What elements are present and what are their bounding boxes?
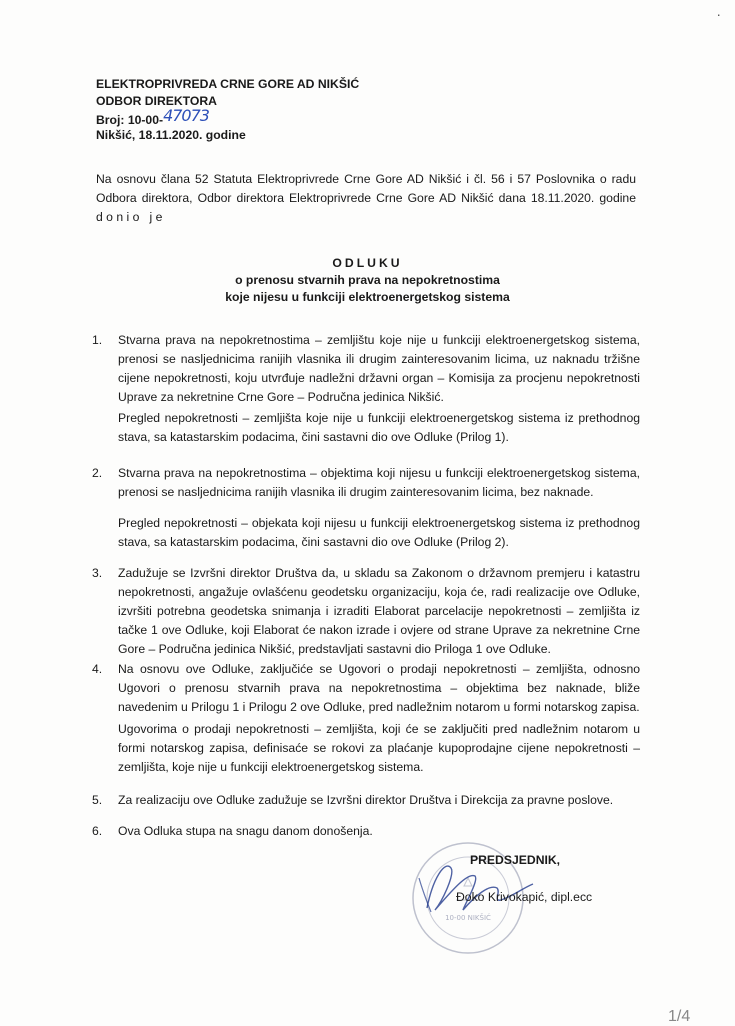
- handwritten-signature: [405, 838, 545, 928]
- item-3-paragraph-1: Zadužuje se Izvršni direktor Društva da, u skladu sa Zakonom o državnom premjeru i katastru nepokretnosti, angažuje ovlašćenu geodetsku organizaciju, koja će, radi realizacije ove Odluke, izvršiti potrebna geodetska snimanja i izraditi Elaborat parcelacije nepokretnosti – zemljišta iz tačke 1 ove Odluke, koji Elaborat će nakon izrade i ovjere od strane Uprave za nekretnine Crne Gore – Područna jedinica Nikšić, predstavljati sastavni dio Priloga 1 ove Odluke.: [118, 566, 640, 656]
- item-number: 6.: [92, 824, 103, 838]
- item-number: 4.: [92, 662, 103, 676]
- item-number: 1.: [92, 333, 103, 347]
- intro-closing: d o n i o j e: [96, 210, 163, 224]
- decision-subtitle-2: koje nijesu u funkciji elektroenergetskog sistema: [225, 290, 510, 304]
- corner-mark: ·: [716, 6, 721, 22]
- reference-prefix: Broj: 10-00-: [96, 113, 164, 127]
- item-1-paragraph-1: Stvarna prava na nepokretnostima – zemljištu koje nije u funkciji elektroenergetskog sistema, prenosi se nasljednicima ranijih vlasnika ili drugim zainteresovanim licima, uz naknadu tržišne cijene nepokretnosti, koju utvrđuje nadležni državni organ – Komisija za procjenu nepokretnosti Uprave za nekretnine Crne Gore – Područna jedinica Nikšić.: [118, 333, 640, 404]
- item-5-paragraph-1: Za realizaciju ove Odluke zadužuje se Izvršni direktor Društva i Direkcija za pravne poslove.: [118, 793, 614, 807]
- board-name: ODBOR DIREKTORA: [96, 94, 217, 108]
- item-number: 5.: [92, 793, 103, 807]
- page-number: 1/4: [668, 1008, 691, 1025]
- item-number: 3.: [92, 566, 103, 580]
- item-4-paragraph-1: Na osnovu ove Odluke, zaključiće se Ugovori o prodaji nepokretnosti – zemljišta, odnosno Ugovori o prenosu stvarnih prava na nepokretnostima – objektima bez naknade, bliže navedenim u Prilogu 1 i Prilogu 2 ove Odluke, pred nadležnim notarom u formi notarskog zapisa.: [118, 662, 640, 714]
- place-date: Nikšić, 18.11.2020. godine: [96, 128, 246, 142]
- item-6-paragraph-1: Ova Odluka stupa na snagu danom donošenja.: [118, 824, 373, 838]
- item-number: 2.: [92, 466, 103, 480]
- item-2-paragraph-2: Pregled nepokretnosti – objekata koji nijesu u funkciji elektroenergetskog sistema iz prethodnog stava, sa katastarskim podacima, čini sastavni dio ove Odluke (Prilog 2).: [118, 516, 640, 549]
- item-4-paragraph-2: Ugovorima o prodaji nepokretnosti – zemljišta, koji će se zaključiti pred nadležnim notarom u formi notarskog zapisa, definisaće se rokovi za plaćanje kupoprodajne cijene nepokretnosti – zemljišta, koje nije u funkciji elektroenergetskog sistema.: [118, 722, 640, 774]
- signatory-title: PREDSJEDNIK,: [470, 853, 561, 867]
- item-1-paragraph-2: Pregled nepokretnosti – zemljišta koje nije u funkciji elektroenergetskog sistema iz prethodnog stava, sa katastarskim podacima, čini sastavni dio ove Odluke (Prilog 1).: [118, 411, 640, 444]
- stamp-text: 10-00 NIKŠIĆ: [445, 914, 491, 922]
- handwritten-reference: 47073: [163, 106, 209, 125]
- signatory-name: Đoko Krivokapić, dipl.ecc: [456, 890, 593, 904]
- item-2-paragraph-1: Stvarna prava na nepokretnostima – objektima koji nijesu u funkciji elektroenergetskog sistema, prenosi se nasljednicima ranijih vlasnika ili drugim zainteresovanim licima, bez naknade.: [118, 466, 640, 499]
- decision-title: ODLUKU: [332, 256, 403, 270]
- org-name: ELEKTROPRIVREDA CRNE GORE AD NIKŠIĆ: [96, 77, 360, 91]
- decision-subtitle-1: o prenosu stvarnih prava na nepokretnostima: [235, 273, 500, 287]
- intro-paragraph: Na osnovu člana 52 Statuta Elektroprivrede Crne Gore AD Nikšić i čl. 56 i 57 Poslovnika o radu Odbora direktora, Odbor direktora Elektroprivrede Crne Gore AD Nikšić dana 18.11.2020. godine: [96, 172, 636, 205]
